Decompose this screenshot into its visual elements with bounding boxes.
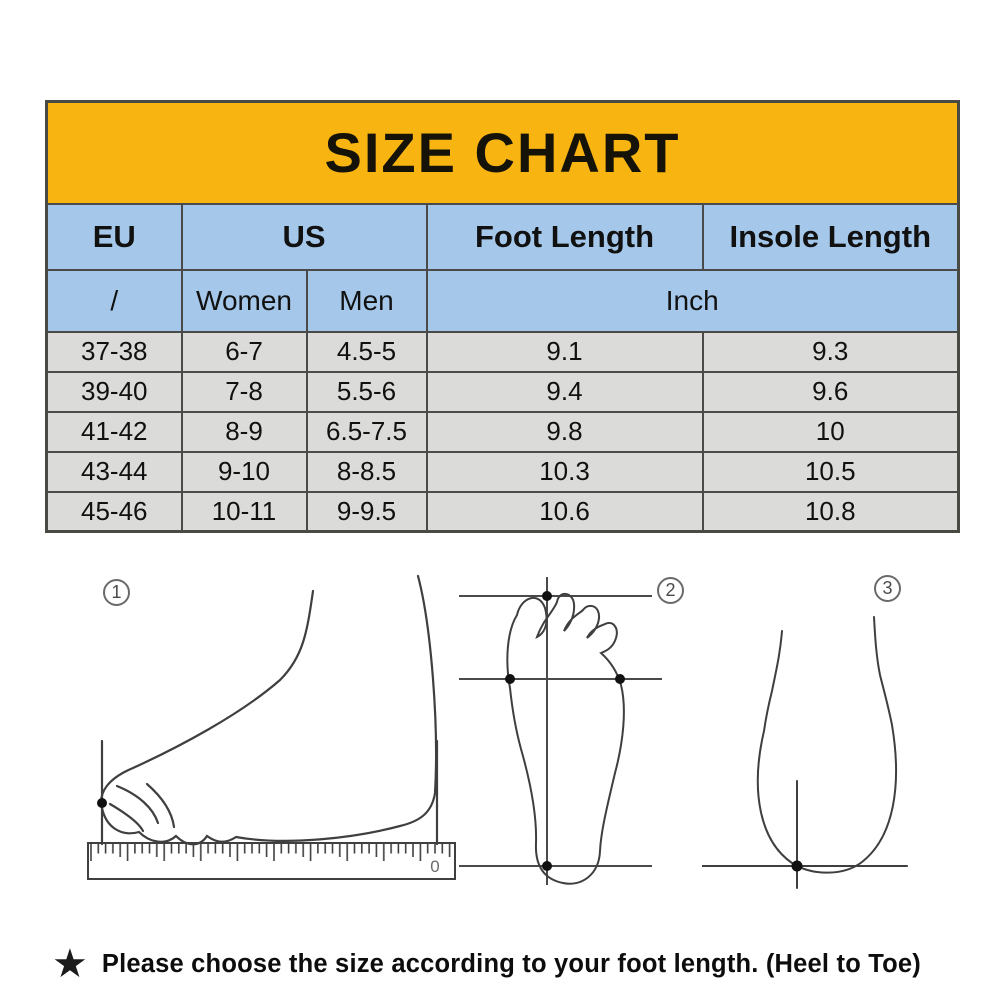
table-cell: 10.3 bbox=[427, 452, 703, 492]
col-header-eu: EU bbox=[47, 204, 182, 270]
table-cell: 8-9 bbox=[182, 412, 307, 452]
table-row bbox=[47, 492, 959, 532]
table-cell: 10.8 bbox=[703, 492, 959, 532]
table-cell: 39-40 bbox=[47, 372, 182, 412]
subheader-eu-slash: / bbox=[47, 270, 182, 332]
col-header-insole-length: Insole Length bbox=[703, 204, 959, 270]
table-cell: 6.5-7.5 bbox=[307, 412, 427, 452]
table-cell: 10.6 bbox=[427, 492, 703, 532]
table-cell: 9-10 bbox=[182, 452, 307, 492]
table-cell: 4.5-5 bbox=[307, 332, 427, 372]
table-cell: 9.3 bbox=[703, 332, 959, 372]
subheader-inch: Inch bbox=[427, 270, 959, 332]
table-row bbox=[47, 412, 959, 452]
step-2-badge: 2 bbox=[657, 577, 684, 604]
measurement-diagrams bbox=[0, 563, 1000, 948]
table-cell: 9.6 bbox=[703, 372, 959, 412]
table-cell: 43-44 bbox=[47, 452, 182, 492]
table-cell: 6-7 bbox=[182, 332, 307, 372]
table-row bbox=[47, 452, 959, 492]
table-cell: 10-11 bbox=[182, 492, 307, 532]
subheader-women: Women bbox=[182, 270, 307, 332]
toe-crease-1 bbox=[117, 786, 158, 823]
table-cell: 5.5-6 bbox=[307, 372, 427, 412]
toe-point-dot bbox=[97, 798, 107, 808]
heel-contact-dot bbox=[792, 861, 803, 872]
footprint-outline bbox=[507, 594, 624, 884]
step-1-badge: 1 bbox=[103, 579, 130, 606]
foot-side-outline bbox=[101, 576, 436, 844]
star-icon: ★ bbox=[52, 942, 88, 986]
subheader-men: Men bbox=[307, 270, 427, 332]
table-cell: 10 bbox=[703, 412, 959, 452]
table-cell: 9.4 bbox=[427, 372, 703, 412]
foot-side-view-diagram bbox=[55, 565, 465, 905]
table-row bbox=[47, 372, 959, 412]
header-row-1 bbox=[47, 204, 959, 270]
table-cell: 9.8 bbox=[427, 412, 703, 452]
table-cell: 8-8.5 bbox=[307, 452, 427, 492]
heel-dot bbox=[542, 861, 552, 871]
table-cell: 10.5 bbox=[703, 452, 959, 492]
table-cell: 45-46 bbox=[47, 492, 182, 532]
size-chart-table bbox=[45, 100, 960, 533]
note-text: Please choose the size according to your foot length. (Heel to Toe) bbox=[101, 949, 921, 978]
title-row bbox=[47, 102, 959, 204]
ruler-zero-label: 0 bbox=[430, 857, 440, 876]
col-header-us: US bbox=[182, 204, 427, 270]
table-cell: 9-9.5 bbox=[307, 492, 427, 532]
heel-outline bbox=[758, 617, 896, 873]
ball-left-dot bbox=[505, 674, 515, 684]
header-row-2 bbox=[47, 270, 959, 332]
step-3-badge: 3 bbox=[874, 575, 901, 602]
table-cell: 9.1 bbox=[427, 332, 703, 372]
footprint-diagram bbox=[455, 573, 717, 903]
toe-dot bbox=[542, 591, 552, 601]
table-cell: 41-42 bbox=[47, 412, 182, 452]
ruler-ticks bbox=[90, 844, 453, 862]
col-header-foot-length: Foot Length bbox=[427, 204, 703, 270]
page-title: SIZE CHART bbox=[47, 102, 959, 204]
table-row bbox=[47, 332, 959, 372]
ball-right-dot bbox=[615, 674, 625, 684]
table-cell: 37-38 bbox=[47, 332, 182, 372]
heel-view-diagram bbox=[702, 573, 962, 903]
toe-crease-3 bbox=[147, 784, 174, 827]
table-cell: 7-8 bbox=[182, 372, 307, 412]
toe-crease-2 bbox=[110, 804, 143, 831]
footer-note bbox=[52, 944, 982, 984]
